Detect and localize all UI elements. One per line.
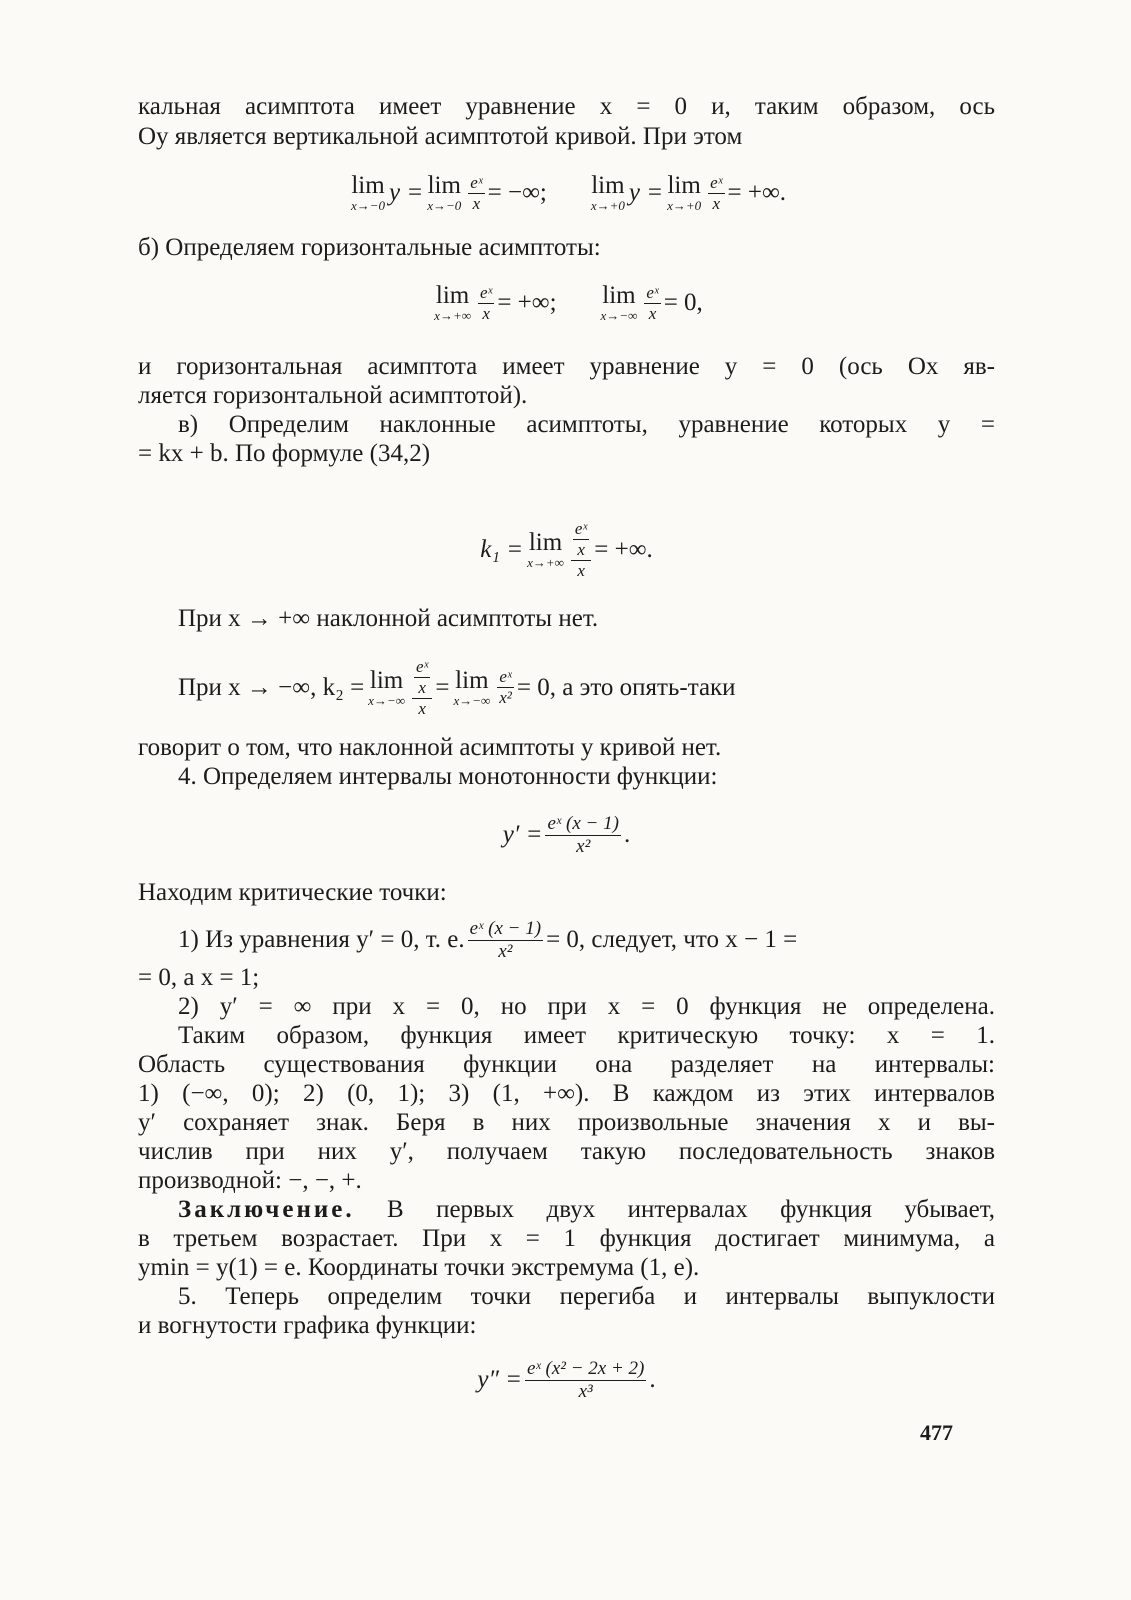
text-line: ляется горизонтальной асимптотой).: [138, 382, 528, 409]
compound-fraction: $\frac{\frac{\text{eˣ}}{x}}{x}$: [412, 657, 432, 719]
formula-first-derivative: y′ = $\frac{\text{eˣ (x − 1)}}{\text{x²}}$ .: [502, 812, 631, 857]
formula-k2-line: При x → −∞, k₂ = lim x→−∞ $\frac{\frac{\text{eˣ}}{x}}{x}$ = lim x→−∞ $\frac{\text{eˣ}}{\text{x²}}$ = 0, а это опять-таки: [178, 656, 736, 718]
text-line: Область существования функции она разделяет на интервалы:: [138, 1051, 995, 1078]
text-line: 2) y′ = ∞ при x = 0, но при x = 0 функция не определена.: [178, 993, 995, 1020]
text-line: числив при них y′, получаем такую последовательность знаков: [138, 1138, 995, 1165]
text-line: Заключение. В первых двух интервалах функция убывает,: [178, 1196, 996, 1223]
limit-operator: lim x→+∞: [527, 529, 564, 570]
fraction: $\frac{\text{eˣ}}{x}$: [479, 282, 493, 323]
text-line: При x → +∞ наклонной асимптоты нет.: [178, 605, 599, 632]
limit-operator: lim x→−0: [427, 172, 462, 213]
text-line: y′ сохраняет знак. Беря в них произвольные значения x и вы-: [138, 1109, 995, 1136]
fraction: $\frac{\text{eˣ}}{x}$: [646, 282, 659, 323]
text-line: производной: −, −, +.: [138, 1167, 362, 1194]
limit-operator: lim x→+0: [667, 172, 702, 213]
limit-operator: lim x→−∞: [453, 666, 491, 708]
limit-operator: lim x→−∞: [368, 666, 405, 708]
fraction: $\frac{\text{eˣ (x − 1)}}{\text{x²}}$: [469, 917, 542, 962]
page-number: 477: [920, 1420, 953, 1445]
fraction: $\frac{\text{eˣ}}{x}$: [710, 172, 723, 213]
text-line: Находим критические точки:: [138, 879, 447, 906]
conclusion-label: Заключение.: [178, 1196, 355, 1223]
limit-operator: lim x→+0: [590, 172, 625, 213]
formula-second-derivative: y″ = $\frac{\text{eˣ (x² − 2x + 2)}}{\text{x³}}$ .: [477, 1357, 656, 1402]
text-line: в третьем возрастает. При x = 1 функция достигает минимума, а: [138, 1225, 995, 1252]
fraction: $\frac{\text{eˣ}}{\text{x²}}$: [499, 667, 512, 707]
text-line: ymin = y(1) = e. Координаты точки экстремума (1, e).: [138, 1254, 700, 1281]
compound-fraction: $\frac{\frac{\text{eˣ}}{x}}{x}$: [571, 519, 591, 581]
text-line: и горизонтальная асимптота имеет уравнение y = 0 (ось Ox яв-: [138, 353, 995, 380]
formula-vertical-limits: lim x→−0 y = lim x→−0 $\frac{\text{eˣ}}{x}$ = −∞; lim x→+0 y = lim x→+0 $\frac{\text{eˣ}}{x}$ = +∞.: [350, 172, 787, 213]
text-line: = 0, а x = 1;: [138, 964, 260, 991]
limit-operator: lim x→−∞: [600, 282, 638, 323]
formula-horizontal-limits: lim x→+∞ $\frac{\text{eˣ}}{x}$ = +∞; lim x→−∞ $\frac{\text{eˣ}}{x}$ = 0,: [434, 282, 703, 323]
text-line: 5. Теперь определим точки перегиба и интервалы выпуклости: [178, 1283, 995, 1310]
limit-operator: lim x→−0: [350, 172, 386, 213]
limit-operator: lim x→+∞: [434, 282, 471, 323]
fraction: $\frac{\text{eˣ (x − 1)}}{\text{x²}}$: [547, 812, 619, 857]
text-line: в) Определим наклонные асимптоты, уравнение которых y =: [178, 411, 995, 438]
text-line: и вогнутости графика функции:: [138, 1312, 477, 1339]
text-line: = kx + b. По формуле (34,2): [138, 440, 431, 467]
text-line: Oy является вертикальной асимптотой кривой. При этом: [138, 123, 743, 150]
fraction: $\frac{\text{eˣ}}{x}$: [470, 172, 483, 213]
formula-critical-line: 1) Из уравнения y′ = 0, т. е. $\frac{\text{eˣ (x − 1)}}{\text{x²}}$ = 0, следует, что x − 1 =: [178, 917, 798, 962]
text-line: 4. Определяем интервалы монотонности функции:: [178, 763, 718, 790]
formula-k1: k₁ = lim x→+∞ $\frac{\frac{\text{eˣ}}{x}}{x}$ = +∞.: [480, 519, 653, 580]
text-line: Таким образом, функция имеет критическую точку: x = 1.: [178, 1022, 995, 1049]
fraction: $\frac{\text{eˣ (x² − 2x + 2)}}{\text{x³}}$: [526, 1357, 645, 1402]
text-line: 1) (−∞, 0); 2) (0, 1); 3) (1, +∞). В каждом из этих интервалов: [138, 1080, 995, 1107]
text-line: кальная асимптота имеет уравнение x = 0 и, таким образом, ось: [138, 93, 995, 120]
text-line: говорит о том, что наклонной асимптоты у кривой нет.: [138, 734, 722, 761]
text-line: б) Определяем горизонтальные асимптоты:: [138, 234, 601, 261]
